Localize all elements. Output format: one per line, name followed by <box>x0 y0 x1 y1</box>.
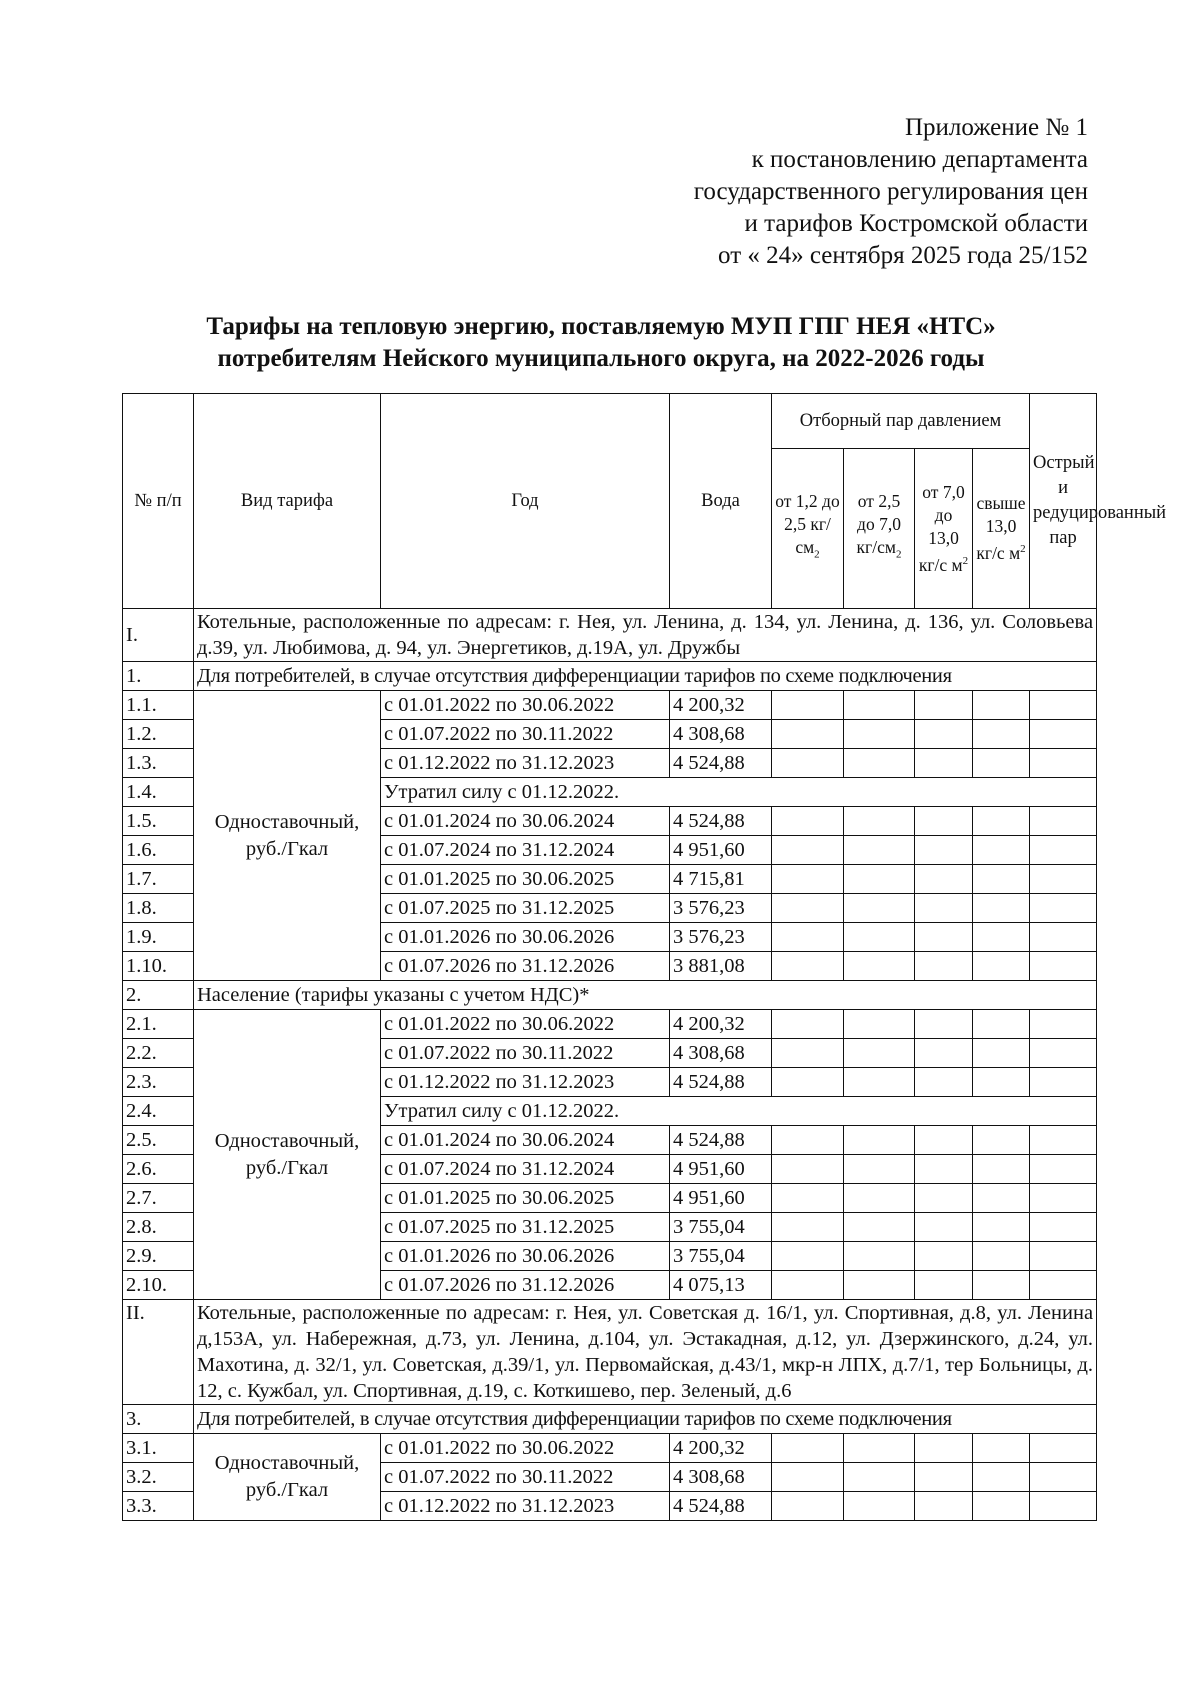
empty-cell <box>973 952 1030 981</box>
empty-cell <box>915 720 973 749</box>
period-cell: с 01.01.2026 по 30.06.2026 <box>381 923 670 952</box>
water-cell: 4 524,88 <box>670 1492 772 1521</box>
empty-cell <box>844 1271 915 1300</box>
period-cell: с 01.01.2022 по 30.06.2022 <box>381 1434 670 1463</box>
empty-cell <box>772 1434 844 1463</box>
column-header-steam-2 <box>844 449 915 609</box>
row-num: 1.9. <box>123 923 194 952</box>
period-cell: с 01.07.2022 по 30.11.2022 <box>381 720 670 749</box>
period-cell: с 01.07.2026 по 31.12.2026 <box>381 1271 670 1300</box>
empty-cell <box>1030 923 1097 952</box>
empty-cell <box>844 952 915 981</box>
row-num: 3.1. <box>123 1434 194 1463</box>
empty-cell <box>915 1213 973 1242</box>
period-cell: с 01.01.2025 по 30.06.2025 <box>381 1184 670 1213</box>
section-description: Котельные, расположенные по адресам: г. Нея, ул. Советская д. 16/1, ул. Спортивная, д.8, ул. Ленина д,153А, ул. Набережная, д.73, ул. Ленина, д.104, ул. Эстакадная, д.12, ул. Дзержинского, д.24, ул. Махотина, д. 32/1, ул. Советская, д.39/1, ул. Первомайская, д.43/1, мкр-н ЛПХ, д.7/1, тер Больницы, д. 12, с. Кужбал, ул. Спортивная, д.19, с. Коткишево, пер. Зеленый, д.6 <box>194 1300 1097 1405</box>
empty-cell <box>973 1492 1030 1521</box>
empty-cell <box>844 1463 915 1492</box>
water-cell: 4 075,13 <box>670 1271 772 1300</box>
empty-cell <box>973 1434 1030 1463</box>
empty-cell <box>772 1492 844 1521</box>
water-cell: 4 308,68 <box>670 1463 772 1492</box>
empty-cell <box>772 1039 844 1068</box>
water-cell: 4 951,60 <box>670 1184 772 1213</box>
empty-cell <box>973 1126 1030 1155</box>
empty-cell <box>844 720 915 749</box>
water-cell: 4 200,32 <box>670 1434 772 1463</box>
row-num: 2.4. <box>123 1097 194 1126</box>
column-header-steam-3 <box>915 449 973 609</box>
empty-cell <box>844 807 915 836</box>
header-line: от « 24» сентября 2025 года 25/152 <box>718 242 1088 269</box>
empty-cell <box>772 1271 844 1300</box>
empty-cell <box>1030 691 1097 720</box>
period-cell: с 01.07.2026 по 31.12.2026 <box>381 952 670 981</box>
header-line: Приложение № 1 <box>904 114 1088 141</box>
empty-cell <box>772 749 844 778</box>
row-num: 1.10. <box>123 952 194 981</box>
empty-cell <box>973 1155 1030 1184</box>
row-num: 2.5. <box>123 1126 194 1155</box>
tariff-kind: Одноставочный, руб./Гкал <box>194 691 381 981</box>
header-line: государственного регулирования цен <box>693 178 1088 205</box>
empty-cell <box>915 923 973 952</box>
empty-cell <box>844 1434 915 1463</box>
row-num: 1.2. <box>123 720 194 749</box>
empty-cell <box>915 1126 973 1155</box>
empty-cell <box>844 1126 915 1155</box>
title-line: потребителям Нейского муниципального округа, на 2022-2026 годы <box>217 345 985 372</box>
empty-cell <box>915 894 973 923</box>
empty-cell <box>844 1010 915 1039</box>
empty-cell <box>772 691 844 720</box>
empty-cell <box>1030 836 1097 865</box>
water-cell: 4 951,60 <box>670 836 772 865</box>
empty-cell <box>1030 1126 1097 1155</box>
water-cell: 3 755,04 <box>670 1213 772 1242</box>
steam-2-label: от 2,5 до 7,0 кг/см <box>856 491 901 558</box>
row-num: 2.2. <box>123 1039 194 1068</box>
empty-cell <box>1030 1213 1097 1242</box>
period-cell: с 01.07.2022 по 30.11.2022 <box>381 1039 670 1068</box>
empty-cell <box>973 691 1030 720</box>
column-header-year: Год <box>381 394 670 609</box>
group-row <box>123 1405 1097 1434</box>
empty-cell <box>915 807 973 836</box>
column-header-acute-steam: Острый и редуцированный пар <box>1030 394 1097 609</box>
period-cell: с 01.07.2022 по 30.11.2022 <box>381 1463 670 1492</box>
tariff-kind: Одноставочный, руб./Гкал <box>194 1010 381 1300</box>
empty-cell <box>1030 1434 1097 1463</box>
empty-cell <box>844 1155 915 1184</box>
title-line: Тарифы на тепловую энергию, поставляемую МУП ГПГ НЕЯ «НТС» <box>206 313 996 340</box>
steam-3-label: от 7,0 до 13,0 кг/с м <box>918 481 965 575</box>
row-num: II. <box>123 1300 194 1405</box>
row-num: 1. <box>123 662 194 691</box>
empty-cell <box>915 1068 973 1097</box>
row-num: I. <box>123 609 194 662</box>
empty-cell <box>1030 1039 1097 1068</box>
row-num: 2.10. <box>123 1271 194 1300</box>
empty-cell <box>844 1184 915 1213</box>
row-num: 3. <box>123 1405 194 1434</box>
water-cell: 4 715,81 <box>670 865 772 894</box>
steam-1-exp: 2 <box>814 548 820 561</box>
steam-2-exp: 2 <box>895 548 902 561</box>
empty-cell <box>772 1242 844 1271</box>
period-cell: с 01.12.2022 по 31.12.2023 <box>381 1068 670 1097</box>
column-header-num: № п/п <box>123 394 194 609</box>
empty-cell <box>915 1271 973 1300</box>
steam-4-exp: 2 <box>1020 543 1026 556</box>
steam-1-label: от 1,2 до 2,5 кг/см <box>775 491 840 558</box>
group-description: Население (тарифы указаны с учетом НДС)* <box>194 981 1097 1010</box>
row-num: 2.7. <box>123 1184 194 1213</box>
row-num: 3.3. <box>123 1492 194 1521</box>
empty-cell <box>915 1155 973 1184</box>
group-row <box>123 662 1097 691</box>
steam-3-exp: 2 <box>962 554 969 567</box>
empty-cell <box>915 836 973 865</box>
water-cell: 3 576,23 <box>670 894 772 923</box>
row-num: 2.8. <box>123 1213 194 1242</box>
empty-cell <box>844 749 915 778</box>
column-header-kind: Вид тарифа <box>194 394 381 609</box>
empty-cell <box>1030 952 1097 981</box>
period-cell: с 01.07.2025 по 31.12.2025 <box>381 894 670 923</box>
row-num: 1.3. <box>123 749 194 778</box>
repealed-note: Утратил силу с 01.12.2022. <box>381 778 1097 807</box>
empty-cell <box>772 1155 844 1184</box>
empty-cell <box>1030 1068 1097 1097</box>
empty-cell <box>844 1492 915 1521</box>
empty-cell <box>1030 1492 1097 1521</box>
empty-cell <box>844 836 915 865</box>
empty-cell <box>973 1010 1030 1039</box>
empty-cell <box>844 865 915 894</box>
empty-cell <box>915 1184 973 1213</box>
water-cell: 3 576,23 <box>670 923 772 952</box>
water-cell: 4 524,88 <box>670 1068 772 1097</box>
empty-cell <box>973 720 1030 749</box>
period-cell: с 01.01.2022 по 30.06.2022 <box>381 1010 670 1039</box>
empty-cell <box>1030 720 1097 749</box>
period-cell: с 01.01.2026 по 30.06.2026 <box>381 1242 670 1271</box>
empty-cell <box>844 1068 915 1097</box>
empty-cell <box>844 923 915 952</box>
period-cell: с 01.07.2024 по 31.12.2024 <box>381 836 670 865</box>
empty-cell <box>915 1492 973 1521</box>
water-cell: 4 308,68 <box>670 1039 772 1068</box>
empty-cell <box>915 1242 973 1271</box>
water-cell: 3 755,04 <box>670 1242 772 1271</box>
row-num: 1.8. <box>123 894 194 923</box>
row-num: 1.4. <box>123 778 194 807</box>
period-cell: с 01.01.2022 по 30.06.2022 <box>381 691 670 720</box>
empty-cell <box>1030 1184 1097 1213</box>
empty-cell <box>915 1434 973 1463</box>
section-description: Котельные, расположенные по адресам: г. Нея, ул. Ленина, д. 134, ул. Ленина, д. 136, ул. Соловьева д.39, ул. Любимова, д. 94, ул. Энергетиков, д.19А, ул. Дружбы <box>194 609 1097 662</box>
empty-cell <box>973 1242 1030 1271</box>
empty-cell <box>772 1126 844 1155</box>
empty-cell <box>973 865 1030 894</box>
empty-cell <box>973 894 1030 923</box>
column-header-steam-1 <box>772 449 844 609</box>
empty-cell <box>1030 749 1097 778</box>
empty-cell <box>844 894 915 923</box>
empty-cell <box>772 1010 844 1039</box>
empty-cell <box>973 1463 1030 1492</box>
empty-cell <box>915 1463 973 1492</box>
empty-cell <box>1030 1155 1097 1184</box>
section-row <box>123 609 1097 662</box>
empty-cell <box>915 749 973 778</box>
empty-cell <box>772 720 844 749</box>
group-description: Для потребителей, в случае отсутствия дифференциации тарифов по схеме подключения <box>194 1405 1097 1434</box>
water-cell: 4 308,68 <box>670 720 772 749</box>
empty-cell <box>844 1242 915 1271</box>
empty-cell <box>973 1039 1030 1068</box>
period-cell: с 01.01.2024 по 30.06.2024 <box>381 1126 670 1155</box>
table-row <box>123 691 1097 720</box>
row-num: 1.5. <box>123 807 194 836</box>
column-header-steam-group: Отборный пар давлением <box>772 394 1030 449</box>
empty-cell <box>772 894 844 923</box>
empty-cell <box>772 952 844 981</box>
water-cell: 4 524,88 <box>670 1126 772 1155</box>
empty-cell <box>772 807 844 836</box>
row-num: 1.7. <box>123 865 194 894</box>
period-cell: с 01.07.2024 по 31.12.2024 <box>381 1155 670 1184</box>
row-num: 2.6. <box>123 1155 194 1184</box>
table-row <box>123 1010 1097 1039</box>
column-header-steam-4 <box>973 449 1030 609</box>
row-num: 2.3. <box>123 1068 194 1097</box>
row-num: 1.6. <box>123 836 194 865</box>
row-num: 3.2. <box>123 1463 194 1492</box>
document-title <box>120 311 1082 375</box>
empty-cell <box>915 1010 973 1039</box>
empty-cell <box>973 807 1030 836</box>
row-num: 2.9. <box>123 1242 194 1271</box>
empty-cell <box>973 923 1030 952</box>
tariff-table <box>122 393 1167 1521</box>
empty-cell <box>1030 865 1097 894</box>
empty-cell <box>973 1271 1030 1300</box>
period-cell: с 01.01.2025 по 30.06.2025 <box>381 865 670 894</box>
empty-cell <box>772 1463 844 1492</box>
water-cell: 4 951,60 <box>670 1155 772 1184</box>
empty-cell <box>1030 1242 1097 1271</box>
header-line: к постановлению департамента <box>751 146 1088 173</box>
water-cell: 3 881,08 <box>670 952 772 981</box>
empty-cell <box>915 1039 973 1068</box>
empty-cell <box>1030 1010 1097 1039</box>
empty-cell <box>772 1213 844 1242</box>
period-cell: с 01.12.2022 по 31.12.2023 <box>381 749 670 778</box>
empty-cell <box>973 1213 1030 1242</box>
empty-cell <box>1030 1271 1097 1300</box>
empty-cell <box>1030 807 1097 836</box>
tariff-kind: Одноставочный, руб./Гкал <box>194 1434 381 1521</box>
empty-cell <box>1030 1463 1097 1492</box>
period-cell: с 01.12.2022 по 31.12.2023 <box>381 1492 670 1521</box>
steam-4-label: свыше 13,0 кг/с м <box>976 493 1026 563</box>
empty-cell <box>973 1068 1030 1097</box>
empty-cell <box>1030 894 1097 923</box>
table-row <box>123 1434 1097 1463</box>
water-cell: 4 200,32 <box>670 1010 772 1039</box>
empty-cell <box>973 1184 1030 1213</box>
appendix-header <box>694 112 1088 272</box>
empty-cell <box>844 1213 915 1242</box>
group-row <box>123 981 1097 1010</box>
empty-cell <box>772 1068 844 1097</box>
water-cell: 4 524,88 <box>670 807 772 836</box>
row-num: 2. <box>123 981 194 1010</box>
empty-cell <box>973 836 1030 865</box>
repealed-note: Утратил силу с 01.12.2022. <box>381 1097 1097 1126</box>
empty-cell <box>844 691 915 720</box>
empty-cell <box>973 749 1030 778</box>
empty-cell <box>915 691 973 720</box>
empty-cell <box>772 836 844 865</box>
row-num: 2.1. <box>123 1010 194 1039</box>
group-description: Для потребителей, в случае отсутствия дифференциации тарифов по схеме подключения <box>194 662 1097 691</box>
period-cell: с 01.07.2025 по 31.12.2025 <box>381 1213 670 1242</box>
empty-cell <box>844 1039 915 1068</box>
period-cell: с 01.01.2024 по 30.06.2024 <box>381 807 670 836</box>
empty-cell <box>915 952 973 981</box>
water-cell: 4 200,32 <box>670 691 772 720</box>
section-row <box>123 1300 1097 1405</box>
header-line: и тарифов Костромской области <box>744 210 1088 237</box>
empty-cell <box>915 865 973 894</box>
column-header-water: Вода <box>670 394 772 609</box>
row-num: 1.1. <box>123 691 194 720</box>
empty-cell <box>772 1184 844 1213</box>
empty-cell <box>772 923 844 952</box>
water-cell: 4 524,88 <box>670 749 772 778</box>
empty-cell <box>772 865 844 894</box>
